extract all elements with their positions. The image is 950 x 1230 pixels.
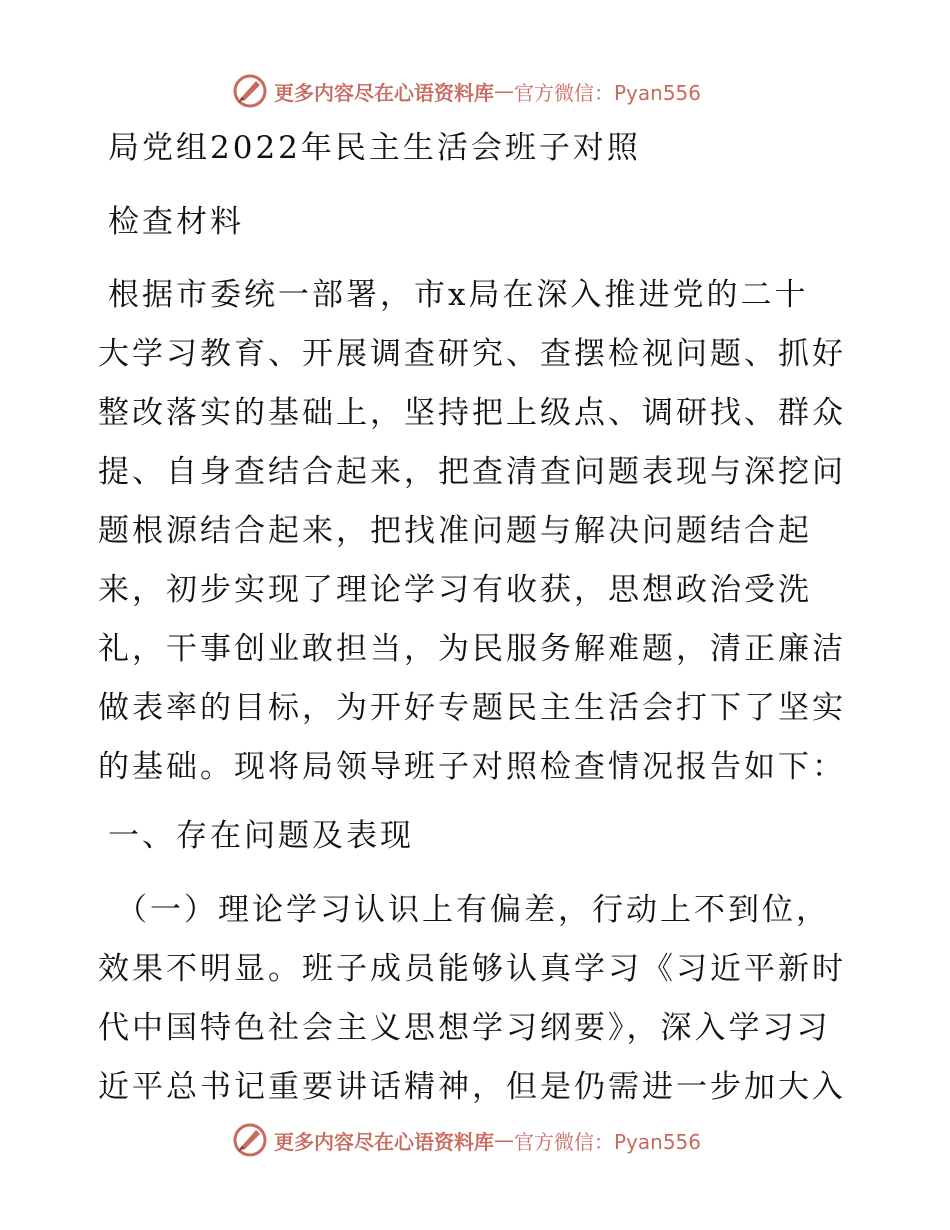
paragraph-line: 代中国特色社会主义思想学习纲要》，深入学习习 xyxy=(98,1010,831,1046)
quill-pen-circle-icon xyxy=(232,73,268,109)
section-heading-1: 一、存在问题及表现 xyxy=(108,818,414,854)
paragraph-line: 大学习教育、开展调查研究、查摆检视问题、抓好 xyxy=(98,336,846,372)
paragraph-line: 礼，干事创业敢担当，为民服务解难题，清正廉洁 xyxy=(98,631,846,667)
watermark-site-text: 更多内容尽在心语资料库 xyxy=(274,1129,494,1154)
paragraph-line: 题根源结合起来，把找准问题与解决问题结合起 xyxy=(98,513,812,549)
watermark-separator: — xyxy=(494,79,514,103)
paragraph-line: 来，初步实现了理论学习有收获，思想政治受洗 xyxy=(98,572,812,608)
watermark-wechat-text: 官方微信：Pyan556 xyxy=(514,80,702,105)
paragraph-line: （一）理论学习认识上有偏差，行动上不到位， xyxy=(116,892,830,928)
paragraph-line: 效果不明显。班子成员能够认真学习《习近平新时 xyxy=(98,951,846,987)
paragraph-line: 根据市委统一部署，市x局在深入推进党的二十 xyxy=(108,277,809,313)
document-title-line-1: 局党组2022年民主生活会班子对照 xyxy=(108,130,641,166)
paragraph-line: 提、自身查结合起来，把查清查问题表现与深挖问 xyxy=(98,454,846,490)
paragraph-line: 的基础。现将局领导班子对照检查情况报告如下： xyxy=(98,749,846,785)
watermark-site-text: 更多内容尽在心语资料库 xyxy=(274,80,494,105)
watermark-separator: — xyxy=(494,1128,514,1152)
paragraph-line: 整改落实的基础上，坚持把上级点、调研找、群众 xyxy=(98,395,846,431)
quill-pen-circle-icon xyxy=(232,1122,268,1158)
paragraph-line: 做表率的目标，为开好专题民主生活会打下了坚实 xyxy=(98,690,846,726)
watermark-wechat-text: 官方微信：Pyan556 xyxy=(514,1129,702,1154)
document-title-line-2: 检查材料 xyxy=(108,204,244,240)
paragraph-line: 近平总书记重要讲话精神，但是仍需进一步加大入 xyxy=(98,1069,846,1105)
watermark-banner-top xyxy=(232,72,701,110)
watermark-banner-bottom xyxy=(232,1121,701,1159)
